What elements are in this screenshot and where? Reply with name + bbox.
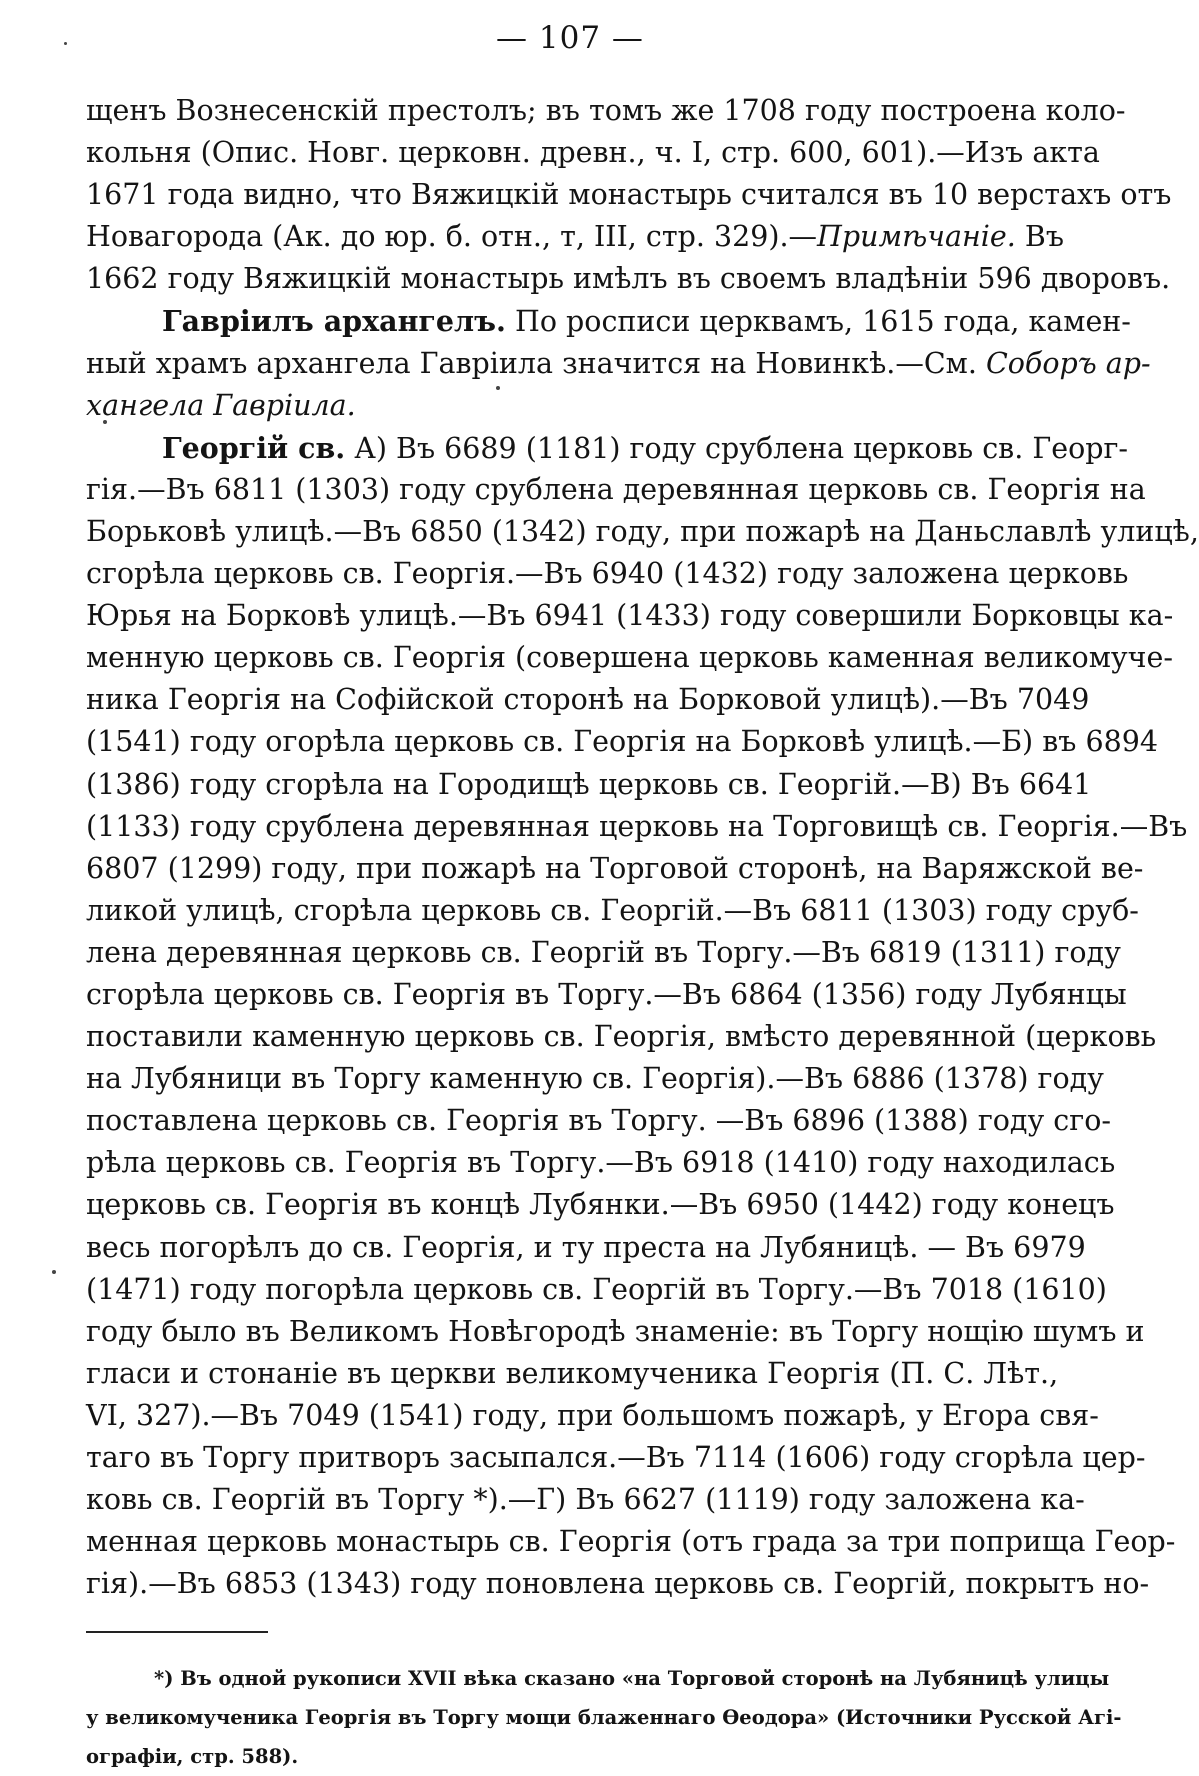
text-run: 1671 года видно, что Вяжицкій монастырь считался въ 10 верстахъ отъ bbox=[86, 178, 1172, 212]
text-line bbox=[86, 427, 1129, 469]
body-text bbox=[86, 90, 1199, 1605]
text-line bbox=[86, 343, 1151, 385]
text-line bbox=[86, 132, 1100, 174]
page-number: — 107 — bbox=[496, 20, 644, 56]
text-line bbox=[86, 1184, 1115, 1226]
italic-run: Соборъ ар- bbox=[985, 346, 1151, 380]
text-line bbox=[86, 764, 1092, 806]
text-line bbox=[86, 1142, 1116, 1184]
text-line bbox=[86, 890, 1139, 932]
footnote bbox=[86, 1659, 1122, 1776]
text-run: Борьковѣ улицѣ.—Въ 6850 (1342) году, при пожарѣ на Даньславлѣ улицѣ, bbox=[86, 514, 1199, 548]
text-run: ника Георгія на Софійской сторонѣ на Борковой улицѣ).—Въ 7049 bbox=[86, 683, 1090, 717]
text-line bbox=[86, 679, 1090, 721]
text-run: кольня (Опис. Новг. церковн. древн., ч. I, стр. 600, 601).—Изъ акта bbox=[86, 136, 1100, 170]
text-run: гія).—Въ 6853 (1343) году поновлена церковь св. Георгій, покрытъ но- bbox=[86, 1567, 1150, 1601]
text-run: (1133) году срублена деревянная церковь на Торговищѣ св. Георгія.—Въ bbox=[86, 809, 1188, 843]
text-line bbox=[86, 1227, 1086, 1269]
text-run: году было въ Великомъ Новѣгородѣ знаменіе: въ Торгу нощію шумъ и bbox=[86, 1314, 1145, 1348]
text-line bbox=[86, 511, 1199, 553]
text-line bbox=[86, 595, 1174, 637]
text-run: весь погорѣлъ до св. Георгія, и ту преста на Лубяницѣ. — Въ 6979 bbox=[86, 1230, 1086, 1264]
text-run: поставлена церковь св. Георгія въ Торгу. —Въ 6896 (1388) году сго- bbox=[86, 1104, 1111, 1138]
text-line bbox=[86, 1311, 1145, 1353]
text-line bbox=[86, 1269, 1107, 1311]
text-run: гія.—Въ 6811 (1303) году срублена деревянная церковь св. Георгія на bbox=[86, 472, 1146, 506]
text-run: (1386) году сгорѣла на Городищѣ церковь св. Георгій.—В) Въ 6641 bbox=[86, 767, 1092, 801]
text-line bbox=[86, 932, 1121, 974]
italic-run: Примѣчаніе. bbox=[817, 220, 1016, 254]
text-run: щенъ Вознесенскій престолъ; въ томъ же 1708 году построена коло- bbox=[86, 94, 1126, 127]
text-run: А) Въ 6689 (1181) году срублена церковь св. Георг- bbox=[345, 431, 1129, 465]
text-line bbox=[86, 258, 1171, 300]
text-run: VI, 327).—Въ 7049 (1541) году, при большомъ пожарѣ, у Егора свя- bbox=[86, 1398, 1099, 1432]
text-line bbox=[86, 1353, 1059, 1395]
text-run: Юрья на Борковѣ улицѣ.—Въ 6941 (1433) году совершили Борковцы ка- bbox=[86, 599, 1174, 633]
text-run: рѣла церковь св. Георгія въ Торгу.—Въ 6918 (1410) году находилась bbox=[86, 1146, 1116, 1180]
print-speck bbox=[52, 1270, 56, 1274]
text-line bbox=[86, 469, 1146, 511]
text-line bbox=[86, 300, 1131, 342]
text-run: 6807 (1299) году, при пожарѣ на Торговой сторонѣ, на Варяжской ве- bbox=[86, 851, 1144, 885]
text-run: По росписи церквамъ, 1615 года, камен- bbox=[505, 305, 1131, 339]
text-run: менную церковь св. Георгія (совершена церковь каменная великомуче- bbox=[86, 641, 1173, 675]
text-line bbox=[86, 637, 1173, 679]
text-run: 1662 году Вяжицкій монастырь имѣлъ въ своемъ владѣніи 596 дворовъ. bbox=[86, 262, 1171, 296]
text-line bbox=[86, 806, 1188, 848]
text-line bbox=[86, 90, 1126, 132]
text-line bbox=[86, 1100, 1111, 1142]
italic-run: хангела Гавріила. bbox=[86, 388, 356, 422]
text-run: (1541) году огорѣла церковь св. Георгія на Борковѣ улицѣ.—Б) въ 6894 bbox=[86, 725, 1158, 759]
text-line bbox=[86, 1395, 1099, 1437]
heading-run: Гавріилъ архангелъ. bbox=[162, 304, 506, 339]
text-line bbox=[86, 174, 1172, 216]
text-run: ликой улицѣ, сгорѣла церковь св. Георгій.—Въ 6811 (1303) году сруб- bbox=[86, 893, 1139, 927]
text-line bbox=[86, 1521, 1176, 1563]
text-line bbox=[86, 848, 1144, 890]
text-line bbox=[86, 1437, 1146, 1479]
text-run: ковь св. Георгій въ Торгу *).—Г) Въ 6627 (1119) году заложена ка- bbox=[86, 1483, 1085, 1517]
text-line bbox=[86, 385, 1054, 427]
text-line bbox=[86, 1563, 1150, 1605]
text-line bbox=[86, 216, 1064, 258]
footnote-line: ографіи, стр. 588). bbox=[86, 1745, 299, 1769]
text-run: лена деревянная церковь св. Георгій въ Торгу.—Въ 6819 (1311) году bbox=[86, 935, 1121, 969]
text-run: таго въ Торгу притворъ засыпался.—Въ 7114 (1606) году сгорѣла цер- bbox=[86, 1441, 1146, 1474]
text-run: церковь св. Георгія въ концѣ Лубянки.—Въ 6950 (1442) году конецъ bbox=[86, 1188, 1115, 1222]
text-line bbox=[86, 1016, 1157, 1058]
heading-run: Георгій св. bbox=[162, 430, 346, 465]
text-run: сгорѣла церковь св. Георгія.—Въ 6940 (1432) году заложена церковь bbox=[86, 557, 1129, 591]
text-run: (1471) году погорѣла церковь св. Георгій въ Торгу.—Въ 7018 (1610) bbox=[86, 1272, 1107, 1306]
text-run: поставили каменную церковь св. Георгія, вмѣсто деревянной (церковь bbox=[86, 1020, 1157, 1054]
text-run: менная церковь монастырь св. Георгія (отъ града за три поприща Геор- bbox=[86, 1525, 1176, 1559]
book-page bbox=[86, 14, 1199, 1776]
text-run: на Лубяници въ Торгу каменную св. Георгія).—Въ 6886 (1378) году bbox=[86, 1062, 1104, 1096]
text-run: Новагорода (Ак. до юр. б. отн., т, III, стр. 329).— bbox=[86, 220, 818, 254]
text-line bbox=[86, 721, 1158, 763]
text-run: Въ bbox=[1015, 220, 1064, 254]
text-line bbox=[86, 553, 1129, 595]
footnote-line: у великомученика Георгія въ Торгу мощи блаженнаго Ѳеодора» (Источники Русской Агі- bbox=[86, 1706, 1122, 1730]
text-run: сгорѣла церковь св. Георгія въ Торгу.—Въ 6864 (1356) году Лубянцы bbox=[86, 977, 1127, 1011]
text-line bbox=[86, 974, 1127, 1016]
text-run: ный храмъ архангела Гавріила значится на Новинкѣ.—См. bbox=[86, 346, 986, 380]
text-line bbox=[86, 1058, 1104, 1100]
footnote-separator bbox=[86, 1605, 1054, 1659]
footnote-line: *) Въ одной рукописи XVII вѣка сказано «на Торговой сторонѣ на Лубяницѣ улицы bbox=[154, 1667, 1110, 1691]
text-line bbox=[86, 1479, 1085, 1521]
text-run: гласи и стонаніе въ церкви великомученика Георгія (П. С. Лѣт., bbox=[86, 1356, 1059, 1390]
print-speck bbox=[64, 42, 67, 45]
